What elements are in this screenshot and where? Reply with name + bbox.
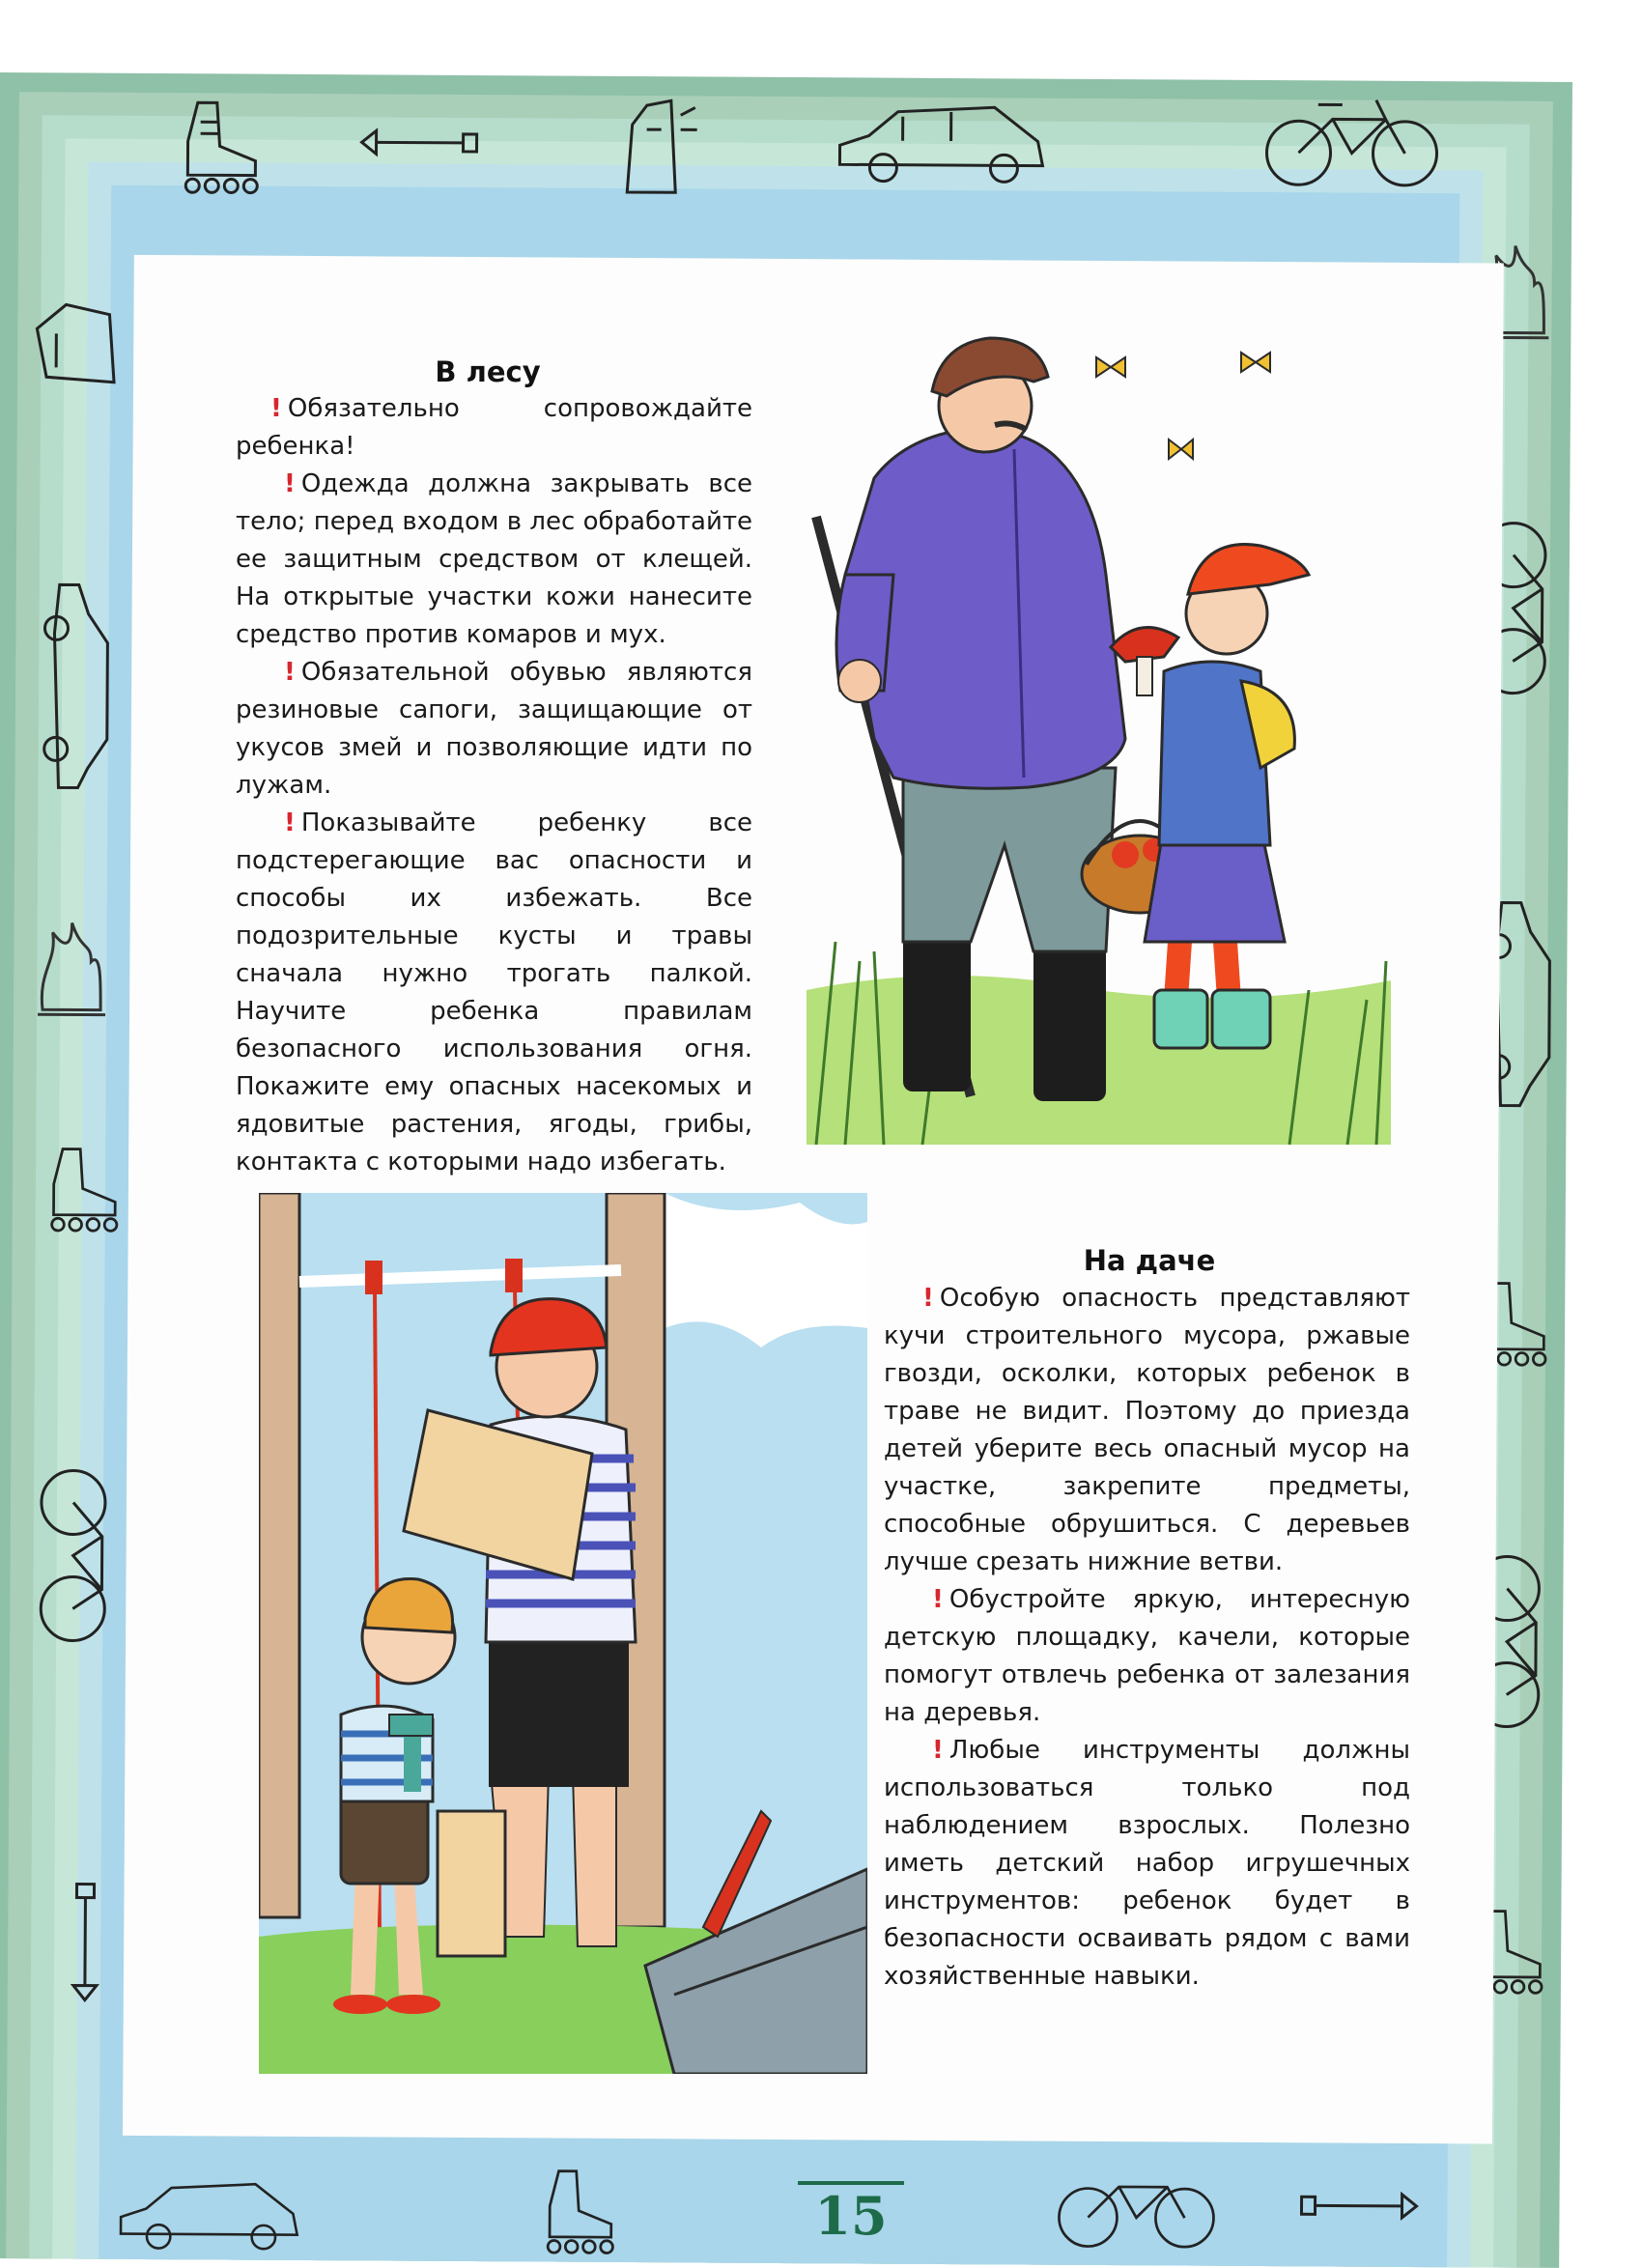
- section-heading-forest: В лесу: [406, 355, 570, 388]
- iron-icon: [27, 290, 125, 397]
- paragraph: ! Обязательной обувью являются резиновые сапоги, защищающие от укусов змей и позволяющие идти по лужам.: [236, 654, 752, 805]
- nail-icon: [1295, 2191, 1421, 2221]
- car-icon: [830, 92, 1053, 189]
- paragraph: ! Показывайте ребенку все подстерегающие вас опасности и способы их избежать. Все подозрительные кусты и травы сначала нужно трогать палкой. Научите ребенка правилам безопасного использования огня. Покажите ему опасных насекомых и ядовитые растения, ягоды, грибы, контакта с которыми надо избегать.: [236, 805, 752, 1181]
- paragraph: ! Обустройте яркую, интересную детскую площадку, качели, которые помогут отвлечь ребенка от залезания на деревья.: [884, 1581, 1410, 1732]
- bicycle-icon: [1260, 85, 1444, 192]
- section-heading-dacha: На даче: [1062, 1244, 1236, 1277]
- exclamation-icon: !: [922, 1284, 934, 1313]
- illustration-forest: [807, 324, 1391, 1145]
- nail-icon: [356, 128, 482, 157]
- fire-icon: [33, 913, 111, 1029]
- exclamation-icon: !: [284, 658, 296, 687]
- bicycle-icon: [1049, 2156, 1224, 2254]
- exclamation-icon: !: [284, 808, 296, 837]
- iron-icon: [617, 86, 705, 203]
- inline-skate-icon: [527, 2162, 625, 2259]
- exclamation-icon: !: [932, 1736, 944, 1765]
- exclamation-icon: !: [932, 1585, 944, 1614]
- inline-skate-icon: [32, 1135, 129, 1242]
- nail-icon: [71, 1879, 100, 2004]
- section-text-dacha: [884, 1280, 1410, 1996]
- paragraph: ! Особую опасность представляют кучи строительного мусора, ржавые гвозди, осколки, которых ребенок в траве не видит. Поэтому до приезда детей уберите весь опасный мусор на участке, закрепите предметы, способные обрушиться. С деревьев лучше срезать нижние ветви.: [884, 1280, 1410, 1581]
- bicycle-icon: [29, 1463, 117, 1648]
- exclamation-icon: !: [284, 469, 296, 498]
- car-icon: [34, 575, 112, 797]
- paragraph: ! Любые инструменты должны использоваться только под наблюдением взрослых. Полезно иметь детский набор игрушечных инструментов: ребенок будет в безопасности осваивать рядом с вами хозяйственные навыки.: [884, 1732, 1410, 1996]
- paragraph: ! Обязательно сопровождайте ребенка!: [236, 390, 752, 466]
- inline-skate-icon: [163, 93, 270, 200]
- paragraph: ! Одежда должна закрывать все тело; перед входом в лес обработайте ее защитным средством от клещей. На открытые участки кожи нанесите средство против комаров и мух.: [236, 466, 752, 654]
- section-text-forest: [236, 390, 752, 1181]
- car-icon: [112, 2169, 306, 2257]
- illustration-dacha: [259, 1193, 867, 2074]
- exclamation-icon: !: [270, 394, 282, 423]
- page-number: 15: [798, 2185, 904, 2247]
